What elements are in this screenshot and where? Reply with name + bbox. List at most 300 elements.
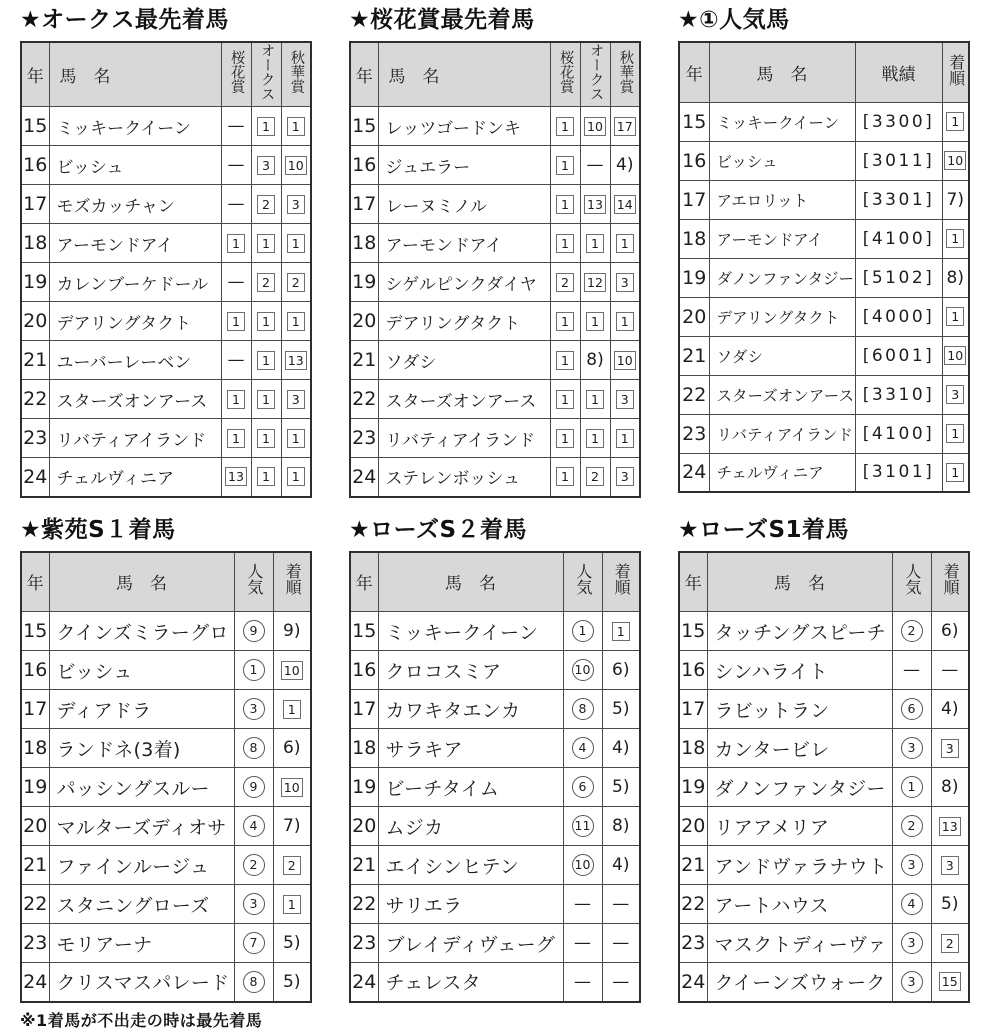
- circled-popularity-value: 3: [243, 893, 265, 915]
- stat-cell: [931, 846, 969, 885]
- header-year: 年: [679, 552, 707, 612]
- boxed-finish-value: 1: [287, 467, 305, 486]
- year-cell: 21: [350, 341, 378, 380]
- horse-name-cell: カワキタエンカ: [378, 690, 563, 729]
- vertical-header-text: オークス: [258, 43, 275, 101]
- circled-popularity-value: 11: [572, 815, 594, 837]
- horse-name-cell: カンタービレ: [707, 729, 892, 768]
- year-cell: 23: [21, 924, 49, 963]
- header-stat: [931, 552, 969, 612]
- boxed-finish-value: 1: [586, 234, 604, 253]
- boxed-finish-value: 1: [946, 307, 964, 326]
- header-stat: [892, 552, 931, 612]
- year-cell: 16: [21, 146, 49, 185]
- stat-cell: [855, 414, 942, 453]
- horse-name-cell: ジュエラー: [378, 146, 550, 185]
- table-row: [679, 729, 969, 768]
- table-row: [679, 846, 969, 885]
- boxed-finish-value: 1: [616, 429, 634, 448]
- stat-cell: [281, 419, 311, 458]
- stat-cell: [563, 963, 602, 1002]
- stat-cell: [580, 341, 610, 380]
- stat-cell: [563, 807, 602, 846]
- stat-cell: [563, 924, 602, 963]
- header-stat: [563, 552, 602, 612]
- table-row: [350, 419, 640, 458]
- stat-cell: [563, 768, 602, 807]
- circled-popularity-value: 7: [243, 932, 265, 954]
- boxed-finish-value: 1: [556, 351, 574, 370]
- stat-text-value: [3301]: [862, 189, 935, 210]
- circled-popularity-value: 3: [243, 698, 265, 720]
- table-block-2: [349, 6, 639, 498]
- boxed-finish-value: 2: [941, 934, 959, 953]
- stat-text-value: [3011]: [862, 150, 935, 171]
- table-row: [679, 690, 969, 729]
- data-table: [678, 551, 970, 1003]
- horse-name-cell: デアリングタクト: [49, 302, 221, 341]
- year-cell: 21: [679, 846, 707, 885]
- stat-cell: [580, 224, 610, 263]
- boxed-finish-value: 2: [287, 273, 305, 292]
- boxed-finish-value: 10: [281, 778, 303, 797]
- horse-name-cell: ミッキークイーン: [378, 612, 563, 651]
- table-block-5: [349, 516, 639, 1003]
- table-row: [21, 419, 311, 458]
- stat-cell: [251, 302, 281, 341]
- vertical-header-text: 着順: [946, 53, 966, 86]
- table-row: [679, 963, 969, 1002]
- boxed-finish-value: 1: [586, 429, 604, 448]
- horse-name-cell: スターズオンアース: [378, 380, 550, 419]
- vertical-header-text: 秋華賞: [617, 50, 634, 94]
- stat-text-value: —: [574, 971, 591, 992]
- horse-name-cell: ラビットラン: [707, 690, 892, 729]
- stat-text-value: 4): [612, 738, 630, 758]
- table-row: [21, 885, 311, 924]
- year-cell: 24: [21, 458, 49, 497]
- horse-name-cell: ランドネ(3着): [49, 729, 234, 768]
- horse-name-cell: パッシングスルー: [49, 768, 234, 807]
- stat-cell: [602, 963, 640, 1002]
- year-cell: 17: [350, 690, 378, 729]
- year-cell: 16: [350, 651, 378, 690]
- year-cell: 22: [21, 885, 49, 924]
- stat-cell: [942, 297, 969, 336]
- stat-text-value: 9): [283, 621, 301, 641]
- stat-cell: [580, 419, 610, 458]
- table-row: [679, 885, 969, 924]
- boxed-finish-value: 13: [285, 351, 307, 370]
- stat-text-value: 8): [941, 777, 959, 797]
- table-row: [350, 380, 640, 419]
- header-row: [350, 42, 640, 107]
- data-table: [349, 41, 641, 498]
- stat-text-value: 6): [941, 621, 959, 641]
- horse-name-cell: スタニングローズ: [49, 885, 234, 924]
- table-row: [350, 224, 640, 263]
- table-row: [21, 263, 311, 302]
- horse-name-cell: マルターズディオサ: [49, 807, 234, 846]
- table-row: [350, 807, 640, 846]
- stat-cell: [580, 107, 610, 146]
- year-cell: 24: [21, 963, 49, 1002]
- horse-name-cell: ミッキークイーン: [49, 107, 221, 146]
- table-row: [21, 807, 311, 846]
- year-cell: 16: [350, 146, 378, 185]
- year-cell: 16: [679, 141, 709, 180]
- stat-cell: [251, 146, 281, 185]
- year-cell: 18: [21, 729, 49, 768]
- boxed-finish-value: 1: [612, 622, 630, 641]
- stat-text-value: 4): [941, 699, 959, 719]
- year-cell: 23: [350, 924, 378, 963]
- table-block-4: [20, 516, 310, 1003]
- boxed-finish-value: 1: [283, 895, 301, 914]
- circled-popularity-value: 1: [572, 620, 594, 642]
- table-title: ★桜花賞最先着馬: [349, 7, 535, 33]
- tables-grid: [20, 6, 984, 1003]
- table-row: [679, 807, 969, 846]
- year-cell: 22: [350, 380, 378, 419]
- circled-popularity-value: 8: [572, 698, 594, 720]
- horse-name-cell: クイーンズウォーク: [707, 963, 892, 1002]
- horse-name-cell: シゲルピンクダイヤ: [378, 263, 550, 302]
- boxed-finish-value: 1: [946, 424, 964, 443]
- circled-popularity-value: 1: [243, 659, 265, 681]
- stat-cell: [942, 219, 969, 258]
- stat-cell: [251, 224, 281, 263]
- vertical-header-text: 人気: [573, 563, 593, 596]
- year-cell: 23: [21, 419, 49, 458]
- stat-text-value: 4): [612, 855, 630, 875]
- year-cell: 15: [21, 612, 49, 651]
- boxed-finish-value: 3: [287, 195, 305, 214]
- stat-cell: [580, 146, 610, 185]
- horse-name-cell: ビッシュ: [49, 651, 234, 690]
- boxed-finish-value: 10: [944, 151, 966, 170]
- circled-popularity-value: 8: [243, 737, 265, 759]
- stat-cell: [942, 336, 969, 375]
- year-cell: 20: [679, 297, 709, 336]
- stat-cell: [892, 651, 931, 690]
- data-table: [20, 41, 312, 498]
- stat-text-value: 5): [941, 894, 959, 914]
- stat-cell: [221, 224, 251, 263]
- vertical-header-text: 桜花賞: [557, 50, 574, 94]
- boxed-finish-value: 10: [584, 117, 606, 136]
- stat-text-value: —: [227, 350, 245, 370]
- stat-text-value: —: [612, 933, 630, 953]
- boxed-finish-value: 13: [939, 817, 961, 836]
- stat-cell: [281, 224, 311, 263]
- stat-cell: [234, 963, 273, 1002]
- horse-name-cell: ミッキークイーン: [709, 102, 855, 141]
- circled-popularity-value: 3: [901, 737, 923, 759]
- stat-cell: [931, 729, 969, 768]
- boxed-finish-value: 1: [283, 700, 301, 719]
- stat-cell: [602, 924, 640, 963]
- boxed-finish-value: 2: [283, 856, 301, 875]
- year-cell: 15: [350, 107, 378, 146]
- stat-cell: [602, 612, 640, 651]
- year-cell: 15: [21, 107, 49, 146]
- header-stat: [273, 552, 311, 612]
- boxed-finish-value: 1: [287, 429, 305, 448]
- stat-cell: [855, 180, 942, 219]
- horse-name-cell: クロコスミア: [378, 651, 563, 690]
- horse-name-cell: アーモンドアイ: [709, 219, 855, 258]
- header-name: 馬 名: [49, 42, 221, 107]
- year-cell: 19: [679, 258, 709, 297]
- year-cell: 22: [21, 380, 49, 419]
- stat-cell: [234, 768, 273, 807]
- table-row: [350, 263, 640, 302]
- stat-cell: [221, 419, 251, 458]
- stat-cell: [931, 690, 969, 729]
- header-name: 馬 名: [709, 42, 855, 102]
- stat-text-value: —: [227, 194, 245, 214]
- table-row: [21, 341, 311, 380]
- stat-cell: [550, 263, 580, 302]
- stat-cell: [892, 885, 931, 924]
- table-row: [679, 768, 969, 807]
- table-row: [350, 612, 640, 651]
- header-stat: [942, 42, 969, 102]
- horse-name-cell: モズカッチャン: [49, 185, 221, 224]
- boxed-finish-value: 1: [946, 229, 964, 248]
- horse-name-cell: ソダシ: [709, 336, 855, 375]
- stat-text-value: [4000]: [862, 306, 935, 327]
- circled-popularity-value: 9: [243, 776, 265, 798]
- stat-cell: [234, 807, 273, 846]
- boxed-finish-value: 3: [616, 273, 634, 292]
- year-cell: 20: [21, 302, 49, 341]
- boxed-finish-value: 10: [285, 156, 307, 175]
- year-cell: 21: [679, 336, 709, 375]
- year-cell: 17: [350, 185, 378, 224]
- horse-name-cell: チェルヴィニア: [49, 458, 221, 497]
- table-title: ★ローズS1着馬: [678, 516, 850, 543]
- table-row: [350, 768, 640, 807]
- circled-popularity-value: 10: [572, 854, 594, 876]
- horse-name-cell: スターズオンアース: [709, 375, 855, 414]
- table-row: [21, 768, 311, 807]
- stat-cell: [931, 651, 969, 690]
- stat-cell: [221, 263, 251, 302]
- table-row: [21, 107, 311, 146]
- year-cell: 22: [350, 885, 378, 924]
- header-stat: [580, 42, 610, 107]
- table-row: [350, 107, 640, 146]
- horse-name-cell: クリスマスパレード: [49, 963, 234, 1002]
- horse-name-cell: デアリングタクト: [709, 297, 855, 336]
- year-cell: 24: [679, 963, 707, 1002]
- boxed-finish-value: 1: [257, 351, 275, 370]
- stat-cell: [610, 419, 640, 458]
- stat-cell: [602, 651, 640, 690]
- stat-cell: [273, 651, 311, 690]
- table-row: [21, 651, 311, 690]
- data-table: [349, 551, 641, 1003]
- header-stat: [610, 42, 640, 107]
- stat-cell: [931, 612, 969, 651]
- stat-text-value: —: [903, 660, 920, 680]
- circled-popularity-value: 3: [901, 932, 923, 954]
- boxed-finish-value: 17: [614, 117, 636, 136]
- stat-text-value: 7): [283, 816, 301, 836]
- boxed-finish-value: 10: [944, 346, 966, 365]
- stat-text-value: 6): [612, 660, 630, 680]
- year-cell: 22: [679, 375, 709, 414]
- table-row: [350, 846, 640, 885]
- year-cell: 19: [679, 768, 707, 807]
- boxed-finish-value: 1: [556, 234, 574, 253]
- table-row: [679, 453, 969, 492]
- table-row: [350, 146, 640, 185]
- circled-popularity-value: 4: [243, 815, 265, 837]
- boxed-finish-value: 1: [556, 156, 574, 175]
- stat-text-value: [3310]: [862, 384, 935, 405]
- stat-cell: [892, 924, 931, 963]
- stat-cell: [273, 690, 311, 729]
- circled-popularity-value: 8: [243, 971, 265, 993]
- stat-cell: [273, 807, 311, 846]
- header-name: 馬 名: [49, 552, 234, 612]
- stat-cell: [273, 885, 311, 924]
- table-row: [679, 414, 969, 453]
- stat-cell: [855, 141, 942, 180]
- stat-cell: [251, 419, 281, 458]
- table-row: [679, 258, 969, 297]
- year-cell: 15: [679, 612, 707, 651]
- table-row: [21, 146, 311, 185]
- stat-text-value: [3101]: [862, 462, 935, 483]
- header-year: 年: [21, 42, 49, 107]
- header-stat: [550, 42, 580, 107]
- stat-text-value: —: [586, 155, 604, 175]
- header-name: 馬 名: [378, 42, 550, 107]
- stat-cell: [550, 302, 580, 341]
- stat-cell: [610, 341, 640, 380]
- stat-cell: [251, 458, 281, 497]
- year-cell: 24: [350, 458, 378, 497]
- header-year: 年: [679, 42, 709, 102]
- boxed-finish-value: 3: [946, 385, 964, 404]
- horse-name-cell: クインズミラーグロ: [49, 612, 234, 651]
- stat-cell: [550, 224, 580, 263]
- horse-name-cell: レッツゴードンキ: [378, 107, 550, 146]
- boxed-finish-value: 2: [556, 273, 574, 292]
- horse-name-cell: アーモンドアイ: [49, 224, 221, 263]
- stat-cell: [610, 146, 640, 185]
- data-table: [20, 551, 312, 1003]
- header-row: [679, 42, 969, 102]
- stat-cell: [221, 380, 251, 419]
- stat-text-value: 6): [283, 738, 301, 758]
- stat-text-value: [5102]: [862, 267, 935, 288]
- table-row: [679, 297, 969, 336]
- stat-text-value: 4): [616, 155, 634, 175]
- table-row: [350, 651, 640, 690]
- stat-cell: [855, 219, 942, 258]
- table-row: [679, 336, 969, 375]
- stat-cell: [234, 690, 273, 729]
- boxed-finish-value: 1: [227, 234, 245, 253]
- header-row: [679, 552, 969, 612]
- stat-text-value: —: [574, 933, 591, 953]
- stat-cell: [602, 846, 640, 885]
- horse-name-cell: アンドヴァラナウト: [707, 846, 892, 885]
- vertical-header-text: 人気: [244, 563, 264, 596]
- stat-text-value: 5): [283, 971, 301, 992]
- year-cell: 21: [21, 846, 49, 885]
- table-row: [350, 963, 640, 1002]
- horse-name-cell: シンハライト: [707, 651, 892, 690]
- stat-cell: [251, 380, 281, 419]
- stat-cell: [855, 258, 942, 297]
- stat-cell: [580, 185, 610, 224]
- stat-cell: [931, 963, 969, 1002]
- table-block-6: [678, 516, 968, 1003]
- stat-cell: [602, 729, 640, 768]
- header-year: 年: [21, 552, 49, 612]
- stat-cell: [931, 885, 969, 924]
- horse-name-cell: ブレイディヴェーグ: [378, 924, 563, 963]
- stat-cell: [273, 924, 311, 963]
- boxed-finish-value: 1: [257, 312, 275, 331]
- table-block-3: [678, 6, 968, 498]
- boxed-finish-value: 1: [616, 312, 634, 331]
- header-year: 年: [350, 42, 378, 107]
- stat-cell: [602, 690, 640, 729]
- stat-cell: [610, 302, 640, 341]
- stat-cell: [563, 612, 602, 651]
- table-row: [350, 924, 640, 963]
- stat-cell: [931, 768, 969, 807]
- stat-cell: [892, 768, 931, 807]
- year-cell: 20: [21, 807, 49, 846]
- boxed-finish-value: 15: [939, 972, 961, 991]
- horse-name-cell: レーヌミノル: [378, 185, 550, 224]
- stat-cell: [281, 341, 311, 380]
- horse-name-cell: リバティアイランド: [378, 419, 550, 458]
- table-row: [21, 729, 311, 768]
- year-cell: 19: [21, 768, 49, 807]
- stat-cell: [855, 336, 942, 375]
- table-row: [21, 302, 311, 341]
- table-row: [350, 302, 640, 341]
- table-row: [21, 924, 311, 963]
- boxed-finish-value: 1: [287, 117, 305, 136]
- boxed-finish-value: 1: [257, 390, 275, 409]
- boxed-finish-value: 3: [941, 739, 959, 758]
- stat-cell: [221, 458, 251, 497]
- circled-popularity-value: 6: [901, 698, 923, 720]
- stat-cell: [610, 107, 640, 146]
- boxed-finish-value: 1: [257, 429, 275, 448]
- boxed-finish-value: 3: [287, 390, 305, 409]
- boxed-finish-value: 1: [227, 312, 245, 331]
- boxed-finish-value: 1: [287, 312, 305, 331]
- stat-cell: [855, 453, 942, 492]
- horse-name-cell: ビッシュ: [709, 141, 855, 180]
- stat-cell: [563, 651, 602, 690]
- stat-cell: [234, 612, 273, 651]
- year-cell: 19: [21, 263, 49, 302]
- stat-cell: [550, 146, 580, 185]
- vertical-header-text: 人気: [902, 563, 922, 596]
